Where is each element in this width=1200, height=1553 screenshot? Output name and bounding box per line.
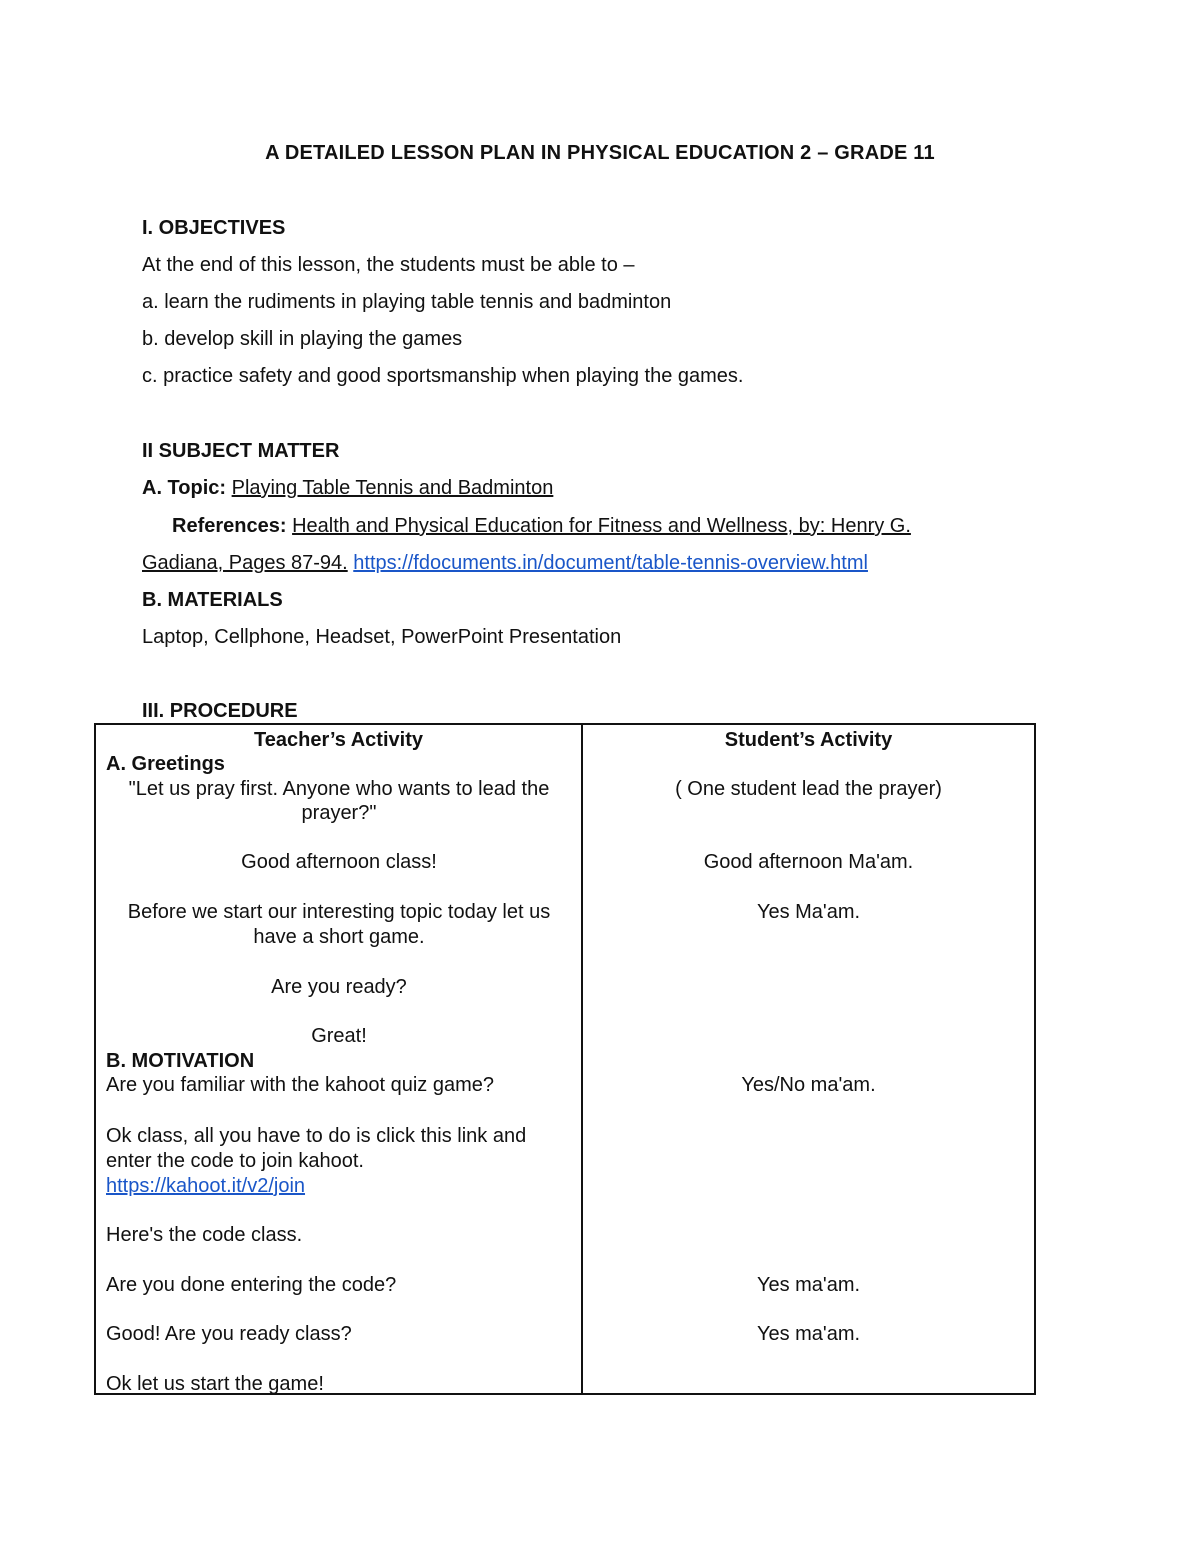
teacher-start: Ok let us start the game! xyxy=(106,1373,324,1395)
references-line xyxy=(172,515,911,538)
topic-line xyxy=(142,477,553,500)
references-line-2 xyxy=(142,552,868,575)
materials-value: Laptop, Cellphone, Headset, PowerPoint Presentation xyxy=(142,626,622,648)
student-prayer: ( One student lead the prayer) xyxy=(675,778,942,800)
document-title: A DETAILED LESSON PLAN IN PHYSICAL EDUCATION 2 – GRADE 11 xyxy=(265,142,935,164)
objectives-heading: I. OBJECTIVES xyxy=(142,217,286,239)
student-yes-no: Yes/No ma'am. xyxy=(741,1074,876,1096)
teacher-before-line-2: have a short game. xyxy=(253,926,425,948)
teacher-ok-line-1: Ok class, all you have to do is click this link and xyxy=(106,1125,527,1147)
teacher-ready: Are you ready? xyxy=(271,976,407,998)
student-yes-1: Yes Ma'am. xyxy=(756,901,861,923)
student-yes-3: Yes ma'am. xyxy=(756,1323,861,1345)
student-activity-column xyxy=(582,724,1035,1394)
objective-item-b: b. develop skill in playing the games xyxy=(142,328,463,350)
teacher-good-afternoon: Good afternoon class! xyxy=(241,851,437,873)
objective-item-a: a. learn the rudiments in playing table tennis and badminton xyxy=(142,291,672,313)
teacher-good-ready: Good! Are you ready class? xyxy=(106,1323,352,1345)
objective-item-c: c. practice safety and good sportsmanship when playing the games. xyxy=(142,365,744,387)
references-text-2: Gadiana, Pages 87-94. xyxy=(142,552,348,574)
teacher-pray-line-1: "Let us pray first. Anyone who wants to lead the xyxy=(128,778,550,800)
teacher-done: Are you done entering the code? xyxy=(106,1274,397,1296)
materials-heading: B. MATERIALS xyxy=(142,589,283,611)
motivation-heading: B. MOTIVATION xyxy=(106,1050,255,1072)
teacher-pray-line-2: prayer?" xyxy=(301,802,377,824)
subject-matter-heading: II SUBJECT MATTER xyxy=(142,440,340,462)
references-text-1: Health and Physical Education for Fitness and Wellness, by: Henry G. xyxy=(292,515,911,537)
references-link[interactable]: https://fdocuments.in/document/table-tennis-overview.html xyxy=(353,552,868,574)
teacher-ok-line-2: enter the code to join kahoot. xyxy=(106,1150,364,1172)
procedure-table xyxy=(94,723,1036,1395)
student-good-afternoon: Good afternoon Ma'am. xyxy=(703,851,914,873)
kahoot-link[interactable]: https://kahoot.it/v2/join xyxy=(106,1175,306,1197)
teacher-activity-header: Teacher’s Activity xyxy=(254,729,423,751)
teacher-familiar: Are you familiar with the kahoot quiz game? xyxy=(106,1074,494,1096)
student-yes-2: Yes ma'am. xyxy=(756,1274,861,1296)
student-activity-header: Student’s Activity xyxy=(724,729,893,751)
objectives-intro: At the end of this lesson, the students must be able to – xyxy=(142,254,635,276)
teacher-activity-column xyxy=(95,724,582,1394)
greetings-heading: A. Greetings xyxy=(106,753,225,775)
teacher-before-line-1: Before we start our interesting topic today let us xyxy=(127,901,551,923)
topic-label: A. Topic: xyxy=(142,477,227,499)
procedure-heading: III. PROCEDURE xyxy=(142,700,298,722)
topic-value: Playing Table Tennis and Badminton xyxy=(231,477,554,499)
teacher-great: Great! xyxy=(311,1025,367,1047)
teacher-code: Here's the code class. xyxy=(106,1224,303,1246)
references-label: References: xyxy=(172,515,287,537)
